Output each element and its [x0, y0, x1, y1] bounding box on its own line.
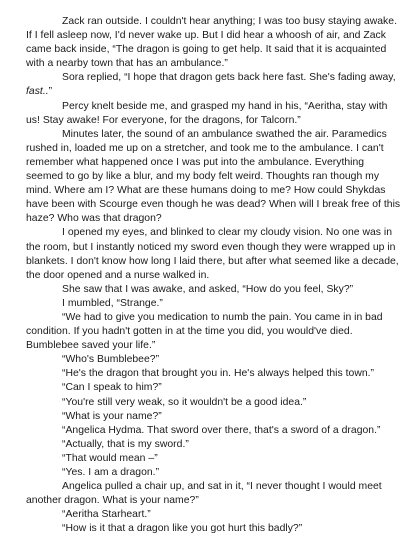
- paragraph-20-text: “How is it that a dragon like you got hurt this badly?”: [62, 523, 303, 535]
- paragraph-4-text: Minutes later, the sound of an ambulance swathed the air. Paramedics rushed in, loaded me up on a stretcher, and took me to the ambulance. I can't remember what happened once I was put into the ambulance. Everything seemed to go by like a blur, and my body felt weird. Thoughts ran though my mind. Where am I? What are these humans doing to me? How could Shykdas have been with Scourge even though he was dead? When will I break free of this haze? Who was that dragon?: [26, 128, 401, 225]
- paragraph-3: [26, 100, 404, 128]
- paragraph-17: [26, 466, 404, 480]
- paragraph-1: [26, 15, 404, 71]
- paragraph-15-text: “Actually, that is my sword.”: [62, 438, 189, 450]
- paragraph-19-text: “Aeritha Starheart.”: [62, 509, 151, 521]
- paragraph-11: [26, 381, 404, 395]
- paragraph-16-text: “That would mean –”: [62, 452, 158, 464]
- paragraph-18: [26, 480, 404, 508]
- paragraph-2-emphasis: fast..: [26, 86, 49, 98]
- paragraph-8: [26, 311, 404, 353]
- paragraph-20: [26, 522, 404, 536]
- paragraph-3-text: Percy knelt beside me, and grasped my hand in his, “Aeritha, stay with us! Stay awake! For everyone, for the dragons, for Talcorn.”: [26, 100, 388, 126]
- paragraph-12-text: “You're still very weak, so it wouldn't be a good idea.”: [62, 396, 307, 408]
- paragraph-9-text: “Who's Bumblebee?”: [62, 354, 160, 366]
- paragraph-9: [26, 353, 404, 367]
- paragraph-10-text: “He's the dragon that brought you in. He's always helped this town.”: [62, 368, 375, 380]
- paragraph-7: [26, 297, 404, 311]
- paragraph-8-text: “We had to give you medication to numb the pain. You came in in bad condition. If you hadn't gotten in at the time you did, you would've died. Bumblebee saved your life.”: [26, 311, 383, 352]
- paragraph-6: [26, 283, 404, 297]
- paragraph-18-text: Angelica pulled a chair up, and sat in it, “I never thought I would meet another dragon. What is your name?”: [26, 481, 382, 507]
- paragraph-14-text: “Angelica Hydma. That sword over there, that's a sword of a dragon.”: [62, 424, 381, 436]
- paragraph-12: [26, 396, 404, 410]
- paragraph-7-text: I mumbled, “Strange.”: [62, 297, 163, 309]
- paragraph-5-text: I opened my eyes, and blinked to clear my cloudy vision. No one was in the room, but I instantly noticed my sword even though they were wrapped up in blankets. I don't know how long I laid there, but after what seemed like a decade, the door opened and a nurse walked in.: [26, 227, 399, 281]
- paragraph-11-text: “Can I speak to him?”: [62, 382, 162, 394]
- paragraph-6-text: She saw that I was awake, and asked, “How do you feel, Sky?”: [62, 283, 354, 295]
- paragraph-4: [26, 128, 404, 227]
- paragraph-13-text: “What is your name?”: [62, 410, 162, 422]
- paragraph-13: [26, 410, 404, 424]
- paragraph-15: [26, 438, 404, 452]
- paragraph-16: [26, 452, 404, 466]
- paragraph-2-text: Sora replied, “I hope that dragon gets back here fast. She's fading away,: [62, 72, 396, 84]
- paragraph-5: [26, 226, 404, 282]
- paragraph-19: [26, 508, 404, 522]
- paragraph-17-text: “Yes. I am a dragon.”: [62, 467, 160, 478]
- paragraph-2-tail: ”: [48, 86, 53, 98]
- document-page: [26, 15, 404, 536]
- paragraph-10: [26, 367, 404, 381]
- paragraph-14: [26, 424, 404, 438]
- paragraph-2: [26, 71, 404, 99]
- paragraph-1-text: Zack ran outside. I couldn't hear anything; I was too busy staying awake. If I fell asleep now, I'd never wake up. But I did hear a whoosh of air, and Zack came back inside, “The dragon is going to get help. It said that it is acquainted with a nearby town that has an ambulance.”: [26, 16, 397, 70]
